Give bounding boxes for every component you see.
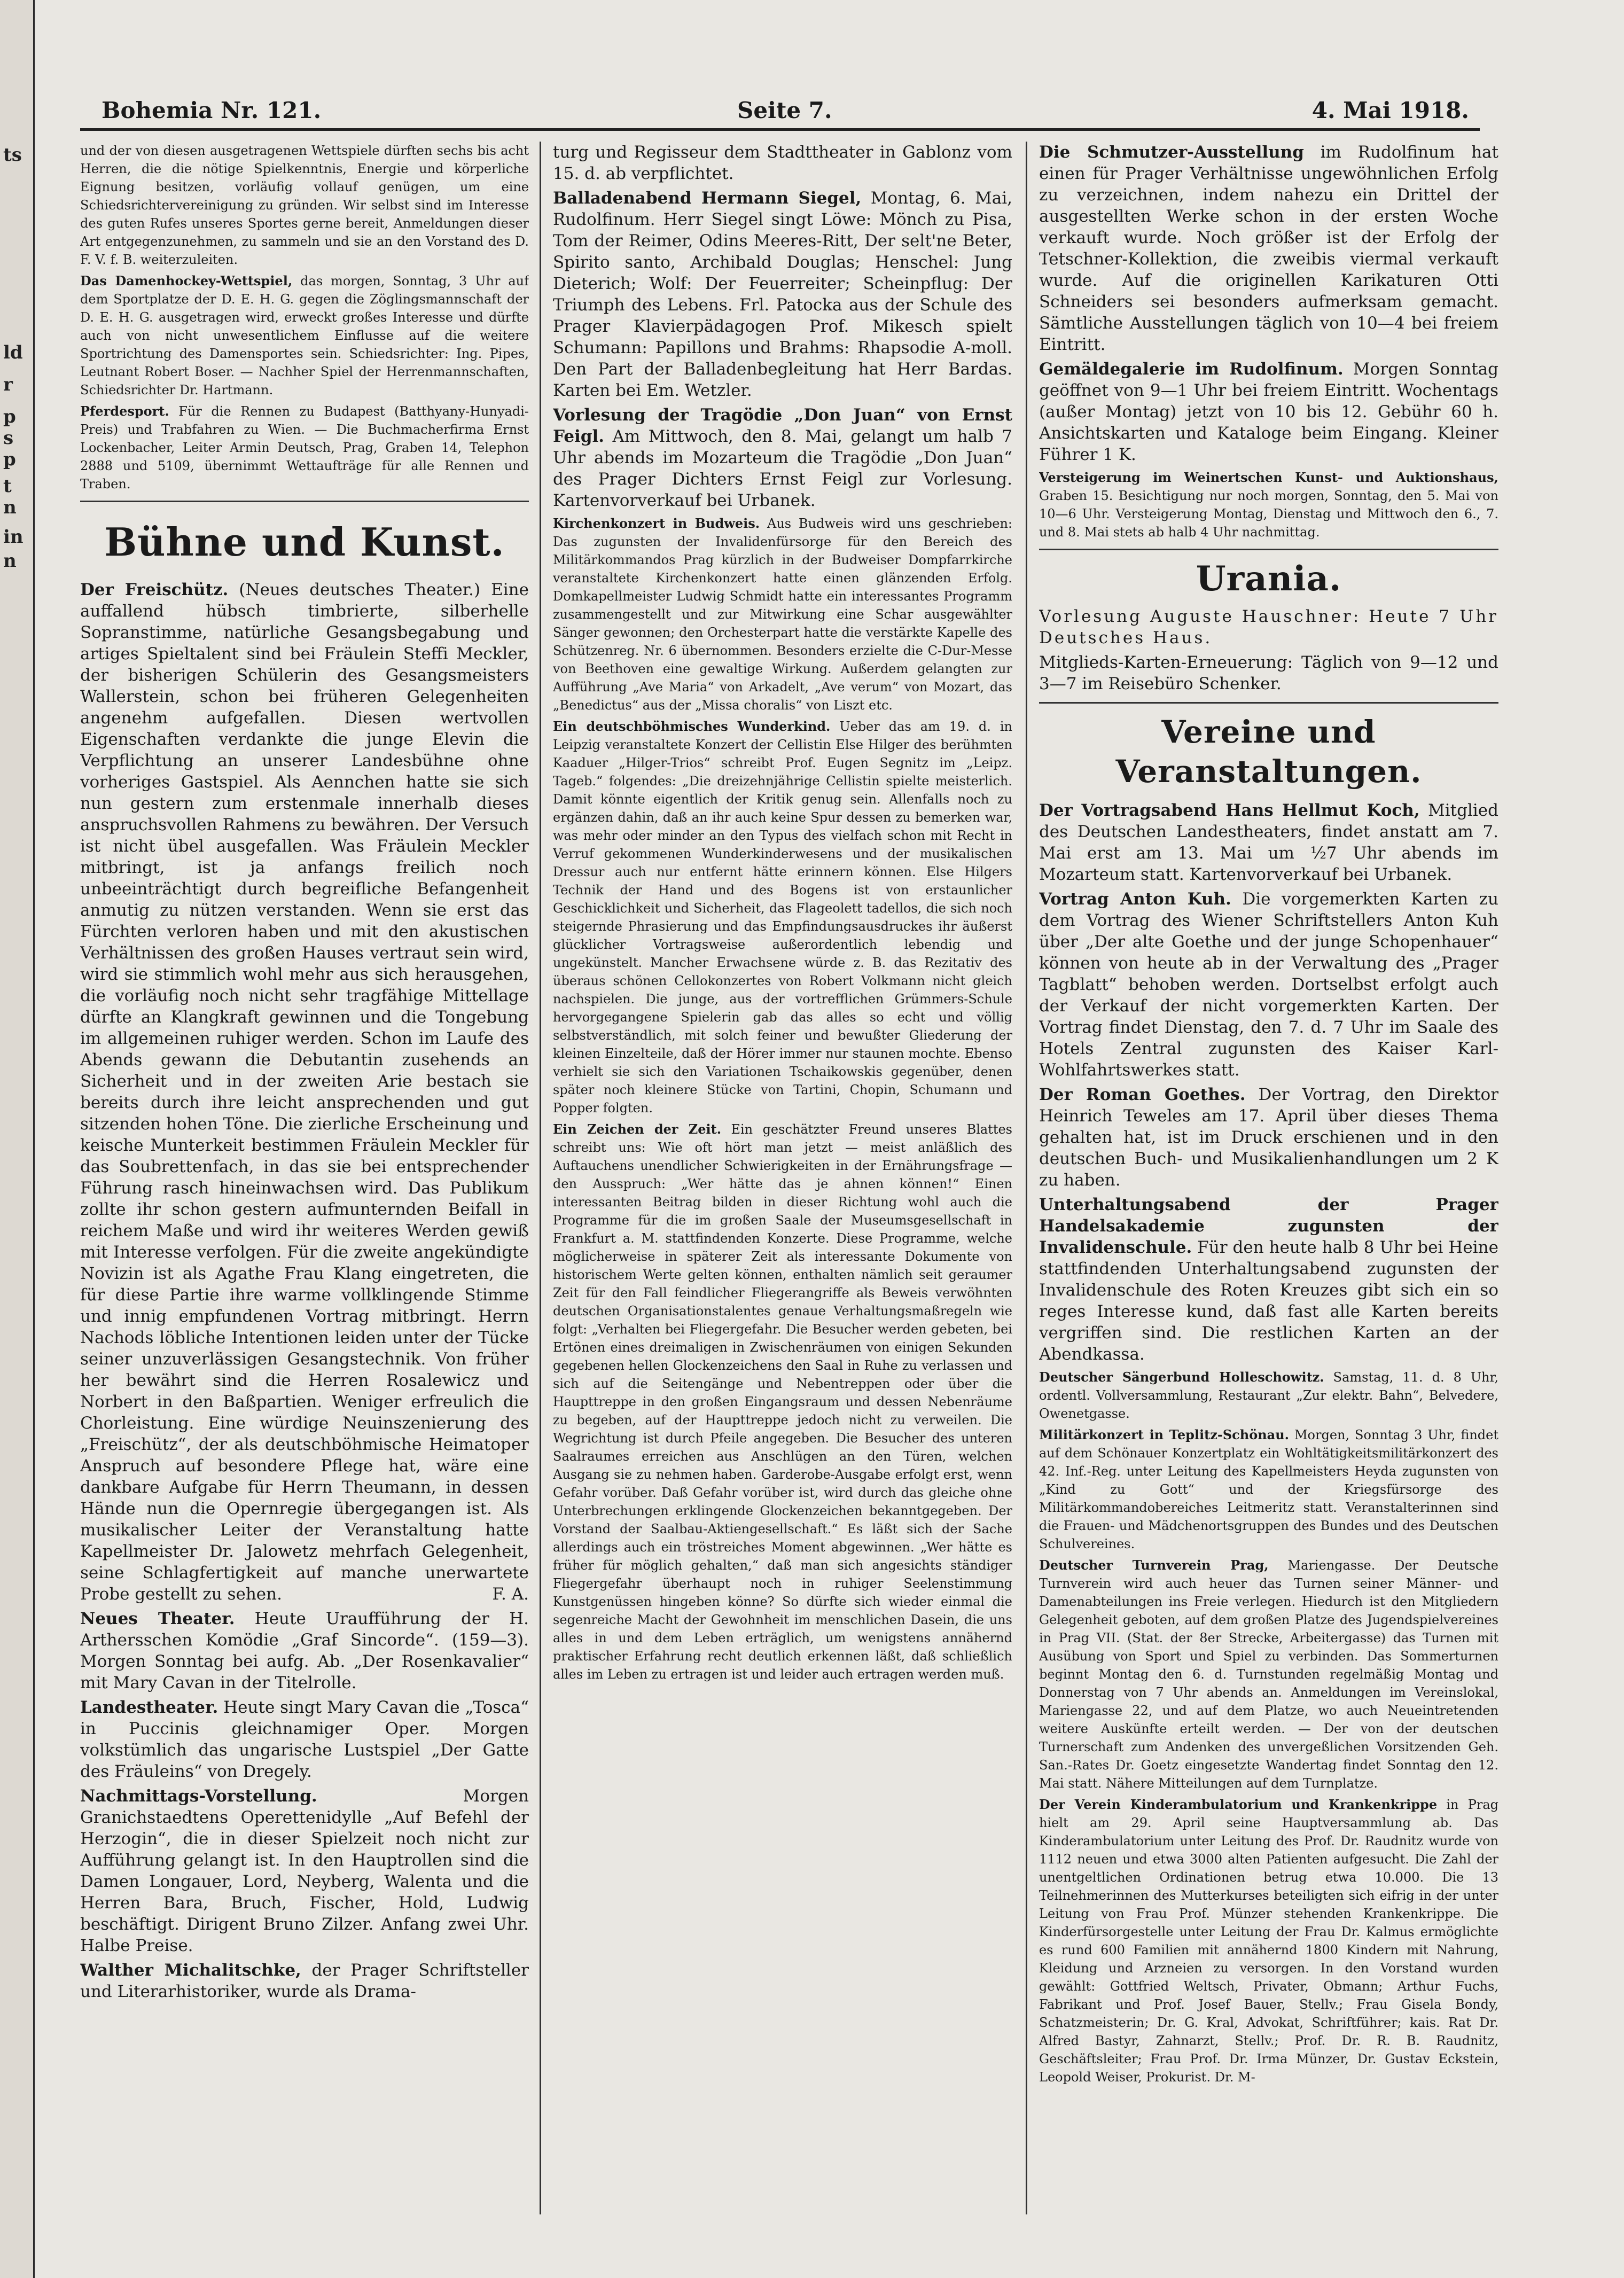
article-lead: Ein Zeichen der Zeit. [553, 1121, 722, 1137]
article-lead: Militärkonzert in Teplitz-Schönau. [1039, 1427, 1290, 1442]
margin-fragment: n [3, 550, 17, 572]
article-text: Der Vortragsabend Hans Hellmut Koch, Mitglied des Deutschen Landestheaters, findet anstatt am 7. Mai erst am 13. Mai um ½7 Uhr abends im Mozarteum statt. Kartenvorverkauf bei Urbanek. [1039, 801, 1498, 884]
newspaper-page [80, 91, 1498, 2206]
article-text: Nachmittags-Vorstellung. Morgen Granichstaedtens Operettenidylle „Auf Befehl der Herzogin“, die in dieser Spielzeit noch nicht zur Aufführung gelangt ist. In den Hauptrollen sind die Damen Longauer, Lord, Neyberg, Walenta und die Herren Bara, Bruch, Fischer, Hold, Ludwig beschäftigt. Dirigent Bruno Zilzer. Anfang zwei Uhr. Halbe Preise. [80, 1786, 529, 1955]
article-text: Balladenabend Hermann Siegel, Montag, 6. Mai, Rudolfinum. Herr Siegel singt Löwe: Mönch zu Pisa, Tom der Reimer, Odins Meeres-Ritt, Der selt'ne Beter, Spirito santo, Archibald Douglas; Henschel: Jung Dieterich; Wolf: Der Feuerreiter; Scheinpflug: Der Triumph des Lebens. Frl. Patocka aus der Schule des Prager Klavierpädagogen Prof. Mikesch spielt Schumann: Papillons und Brahms: Rhapsodie A-moll. Den Part der Balladenbegleitung hat Herr Bardas. Karten bei Em. Wetzler. [553, 189, 1012, 400]
article-lead: Das Damenhockey-Wettspiel, [80, 273, 293, 288]
article-lead: Der Roman Goethes. [1039, 1085, 1246, 1104]
column-divider [540, 142, 541, 2214]
urania-heading: Urania. [1196, 559, 1342, 599]
article-lead: Landestheater. [80, 1698, 218, 1717]
article-text: Der Verein Kinderambulatorium und Krankenkrippe in Prag hielt am 29. April seine Hauptversammlung ab. Das Kinderambulatorium unter Leitung des Prof. Dr. Raudnitz wurde von 1112 neuen und etwa 3000 alten Patienten aufgesucht. Die Zahl der unentgeltlichen Ordinationen betrug etwa 10.000. Die 13 Teilnehmerinnen des Mutterkurses beteiligten sich eifrig in der unter Leitung von Frau Prof. Münzer stehenden Krankenkrippe. Die Kinderfürsorgestelle unter Leitung der Frau Dr. Kalmus ermöglichte es rund 600 Familien mit annähernd 1800 Kindern mit Nahrung, Kleidung und Arzneien zu versorgen. In den Vorstand wurden gewählt: Gottfried Weltsch, Privater, Obmann; Arthur Fuchs, Fabrikant und Prof. Josef Bauer, Stellv.; Frau Gisela Bondy, Schatzmeisterin; Dr. G. Kral, Advokat, Schriftführer; kais. Rat Dr. Alfred Bastyr, Zahnarzt, Stellv.; Prof. Dr. R. B. Raudnitz, Geschäftsleiter; Frau Prof. Dr. Irma Münzer, Dr. Gustav Eckstein, Leopold Weiser, Prokurist. Dr. M- [1039, 1797, 1498, 2085]
article-lead: Die Schmutzer-Ausstellung [1039, 143, 1304, 162]
margin-fragment: n [3, 497, 17, 518]
column-3 [1039, 142, 1498, 2214]
margin-fragment: t [3, 475, 12, 497]
article-lead: Versteigerung im Weinertschen Kunst- und Auktionshaus, [1039, 470, 1498, 485]
section-heading: Vereine und Veranstaltungen. [1115, 714, 1422, 790]
section-heading: Bühne und Kunst. [104, 519, 505, 565]
margin-fragment: r [3, 374, 13, 395]
column-2 [553, 142, 1012, 2214]
article-text: Ein deutschböhmisches Wunderkind. Ueber das am 19. d. in Leipzig veranstaltete Konzert der Cellistin Else Hilger des berühmten Kaaduer „Hilger-Trios“ schreibt Prof. Eugen Segnitz im „Leipz. Tageb.“ folgendes: „Die dreizehnjährige Cellistin spielte meisterlich. Damit könnte eigentlich der Kritik genug sein. Allenfalls noch zu ergänzen dahin, daß an ihr auch keine Spur dessen zu bemerken war, was mehr oder minder an den Typus des vielfach schon mit Recht in Verruf gekommenen Wunderkinderwesens und der musikalischen Dressur auch nur entfernt hätte erinnern können. Else Hilgers Technik der Hand und des Bogens ist von erstaunlicher Geschicklichkeit und Sicherheit, das Flageolett tadellos, die sich noch steigernde Phrasierung und das Empfindungsausdruckes ihr äußerst glücklicher Vortragsweise außerordentlich lebendig und ungekünstelt. Mancher Erwachsene würde z. B. das Rezitativ des überaus schönen Cellokonzertes von Robert Volkmann nicht gleich nachspielen. Die junge, aus der vortrefflichen Grümmers-Schule hervorgegangene Spielerin gab das alles so echt und völlig selbstverständlich, mit solch feiner und bewußter Gliederung der kleinen Einzelteile, daß der Hörer immer nur staunen mochte. Ebenso verhielt sie sich den Variationen Tschaikowskis gegenüber, denen später noch kleinere Stücke von Tartini, Chopin, Schumann und Popper folgten. [553, 719, 1012, 1115]
margin-fragment: p [3, 406, 16, 427]
article-lead: Walther Michalitschke, [80, 1961, 301, 1980]
article-lead: Balladenabend Hermann Siegel, [553, 189, 862, 208]
column-divider [1026, 142, 1027, 2214]
section-rule [1039, 702, 1498, 704]
column-1 [80, 142, 529, 2214]
article-text: Pferdesport. Für die Rennen zu Budapest (Batthyany-Hunyadi-Preis) und Trabfahren zu Wien. — Die Buchmacherfirma Ernst Lockenbacher, Leiter Armin Deutsch, Prag, Graben 14, Telephon 2888 und 5109, übernimmt Wettaufträge für alle Rennen und Traben. [80, 403, 529, 492]
margin-fragment: ts [3, 144, 22, 166]
article-text: Landestheater. Heute singt Mary Cavan die „Tosca“ in Puccinis gleichnamiger Oper. Morgen volkstümlich das ungarische Lustspiel „Der Gatte des Fräuleins“ von Dregely. [80, 1698, 529, 1781]
section-rule [80, 501, 529, 502]
article-text: Das Damenhockey-Wettspiel, das morgen, Sonntag, 3 Uhr auf dem Sportplatze der D. E. H. G. gegen die Zöglingsmannschaft der D. E. H. G. ausgetragen wird, erweckt großes Interesse und dürfte auch von nicht unwesentlichem Einflusse auf die weitere Sportrichtung des Damensportes sein. Schiedsrichter: Ing. Pipes, Leutnant Robert Boser. — Nachher Spiel der Herrenmannschaften, Schiedsrichter Dr. Hartmann. [80, 273, 529, 397]
article-lead: Unterhaltungsabend der Prager Handelsakademie zugunsten der Invalidenschule. [1039, 1195, 1498, 1257]
article-lead: Der Verein Kinderambulatorium und Krankenkrippe [1039, 1797, 1438, 1812]
page-header [80, 91, 1480, 131]
article-lead: Der Freischütz. [80, 580, 229, 599]
header-page-number: Seite 7. [737, 97, 832, 123]
header-date: 4. Mai 1918. [1311, 97, 1469, 123]
article-text: Versteigerung im Weinertschen Kunst- und Auktionshaus, Graben 15. Besichtigung nur noch morgen, Sonntag, den 5. Mai von 10—6 Uhr. Versteigerung Montag, Dienstag und Mittwoch den 6., 7. und 8. Mai stets ab halb 4 Uhr nachmittag. [1039, 470, 1498, 540]
article-text: turg und Regisseur dem Stadttheater in Gablonz vom 15. d. ab verpflichtet. [553, 143, 1012, 183]
article-text: Vorlesung der Tragödie „Don Juan“ von Ernst Feigl. Am Mittwoch, den 8. Mai, gelangt um halb 7 Uhr abends im Mozarteum die Tragödie „Don Juan“ des Prager Dichters Ernst Feigl zur Vorlesung. Kartenvorverkauf bei Urbanek. [553, 405, 1012, 510]
urania-notice: Mitglieds-Karten-Erneuerung: Täglich von 9—12 und 3—7 im Reisebüro Schenker. [1039, 653, 1498, 693]
article-lead: Vorlesung der Tragödie „Don Juan“ von Ernst Feigl. [553, 405, 1012, 446]
article-text: Die Schmutzer-Ausstellung im Rudolfinum hat einen für Prager Verhältnisse ungewöhnlichen Erfolg zu verzeichnen, indem nahezu ein Drittel der ausgestellten Werke schon in der ersten Woche verkauft wurde. Noch größer ist der Erfolg der Tetschner-Kollektion, die zweibis viermal verkauft wurde. Auf die originellen Karikaturen Otti Schneiders sei besonders aufmerksam gemacht. Sämtliche Ausstellungen täglich von 10—4 bei freiem Eintritt. [1039, 143, 1498, 354]
article-lead: Kirchenkonzert in Budweis. [553, 516, 760, 531]
article-text: Militärkonzert in Teplitz-Schönau. Morgen, Sonntag 3 Uhr, findet auf dem Schönauer Konzertplatz ein Wohltätigkeitsmilitärkonzert des 42. Inf.-Reg. unter Leitung des Kapellmeisters Heyda zugunsten von „Kind zu Gott“ und der Kriegsfürsorge des Militärkommandobereiches Leitmeritz statt. Veranstalterinnen sind die Frauen- und Mädchenortsgruppen des Bundes und des Deutschen Schulvereines. [1039, 1427, 1498, 1551]
scan-margin-strip [0, 0, 35, 2278]
article-lead: Ein deutschböhmisches Wunderkind. [553, 719, 831, 734]
margin-fragment: in [3, 526, 24, 548]
article-lead: Pferdesport. [80, 403, 169, 419]
article-lead: Neues Theater. [80, 1609, 235, 1628]
article-lead: Deutscher Turnverein Prag, [1039, 1557, 1269, 1573]
article-text: Neues Theater. Heute Uraufführung der H. Arthersschen Komödie „Graf Sincorde“. (159—3). Morgen Sonntag bei aufg. Ab. „Der Rosenkavalier“ mit Mary Cavan in der Titelrolle. [80, 1609, 529, 1692]
article-text: Walther Michalitschke, der Prager Schriftsteller und Literarhistoriker, wurde als Drama- [80, 1961, 529, 2001]
article-text: Vortrag Anton Kuh. Die vorgemerkten Karten zu dem Vortrag des Wiener Schriftstellers Anton Kuh über „Der alte Goethe und der junge Schopenhauer“ können von heute ab in der Verwaltung des „Prager Tagblatt“ behoben werden. Dortselbst erfolgt auch der Verkauf der nicht vorgemerkten Karten. Der Vortrag findet Dienstag, den 7. d. 7 Uhr im Saale des Hotels Zentral zugunsten des Kaiser Karl-Wohlfahrtswerkes statt. [1039, 890, 1498, 1080]
section-rule [1039, 549, 1498, 550]
margin-fragment: p [3, 449, 16, 470]
article-text: Unterhaltungsabend der Prager Handelsakademie zugunsten der Invalidenschule. Für den heute halb 8 Uhr bei Heine stattfindenden Unterhaltungsabend zugunsten der Invalidenschule des Roten Kreuzes gibt sich ein so reges Interesse kund, daß fast alle Karten bereits vergriffen sind. Die restlichen Karten an der Abendkassa. [1039, 1195, 1498, 1364]
article-text: und der von diesen ausgetragenen Wettspiele dürften sechs bis acht Herren, die die nötige Spielkenntnis, Energie und körperliche Eignung besitzen, vorläufig vollauf genügen, um eine Schiedsrichtervereinigung zu gründen. Wir selbst sind im Interesse des guten Rufes unseres Sportes gerne bereit, Anmeldungen dieser Art entgegenzunehmen, zu sammeln und sie an den Vorstand des D. F. V. f. B. weiterzuleiten. [80, 143, 529, 267]
article-text: Deutscher Turnverein Prag, Mariengasse. Der Deutsche Turnverein wird auch heuer das Turnen seiner Männer- und Damenabteilungen ins Freie verlegen. Hiedurch ist den Mitgliedern Gelegenheit geboten, auf dem großen Platze des Jugendspielvereines in Prag VII. (Stat. der 8er Strecke, Arbeitergasse) das Turnen mit Ausübung von Sport und Spiel zu verbinden. Das Sommerturnen beginnt Montag den 6. d. Turnstunden regelmäßig Montag und Donnerstag von 7 Uhr abends an. Anmeldungen im Vereinslokal, Mariengasse 22, und auf dem Platze, wo auch Neueintretenden weitere Auskünfte erteilt werden. — Der von der deutschen Turnerschaft zum Andenken des unvergeßlichen Vorsitzenden Geh. San.-Rates Dr. Goetz eingesetzte Wandertag findet Sonntag den 12. Mai statt. Nähere Mitteilungen auf dem Turnplatze. [1039, 1557, 1498, 1791]
header-paper-title: Bohemia Nr. 121. [102, 97, 322, 123]
author-signature: F. A. [492, 1585, 529, 1604]
article-text: Der Roman Goethes. Der Vortrag, den Direktor Heinrich Teweles am 17. April über dieses Thema gehalten hat, ist im Druck erschienen und in den deutschen Buch- und Musikalienhandlungen um 2 K zu haben. [1039, 1085, 1498, 1190]
article-text: Deutscher Sängerbund Holleschowitz. Samstag, 11. d. 8 Uhr, ordentl. Vollversammlung, Restaurant „Zur elektr. Bahn“, Belvedere, Owenetgasse. [1039, 1369, 1498, 1421]
margin-fragment: ld [3, 342, 23, 363]
article-lead: Nachmittags-Vorstellung. [80, 1786, 317, 1806]
article-lead: Vortrag Anton Kuh. [1039, 890, 1231, 909]
article-text: Kirchenkonzert in Budweis. Aus Budweis wird uns geschrieben: Das zugunsten der Invalidenfürsorge für den Bereich des Militärkommandos Prag kürzlich in der Budweiser Dompfarrkirche veranstaltete Kirchenkonzert hatte einen glänzenden Erfolg. Domkapellmeister Ludwig Schmidt hatte ein interessantes Programm zusammengestellt und zur Mitwirkung eine Schar ausgewählter Sänger gewonnen; den Orchesterpart hatte die verstärkte Kapelle des Schützenreg. Nr. 6 übernommen. Besonders erzielte die C-Dur-Messe von Beethoven eine gewaltige Wirkung. Außerdem gelangten zur Aufführung „Ave Maria“ von Arkadelt, „Ave verum“ von Mozart, das „Benedictus“ aus der „Missa choralis“ von Liszt etc. [553, 516, 1012, 713]
article-lead: Gemäldegalerie im Rudolfinum. [1039, 360, 1344, 379]
article-text: Gemäldegalerie im Rudolfinum. Morgen Sonntag geöffnet von 9—1 Uhr bei freiem Eintritt. Wochentags (außer Montag) jetzt von 10 bis 12. Gebühr 60 h. Ansichtskarten und Kataloge beim Eingang. Kleiner Führer 1 K. [1039, 360, 1498, 464]
article-lead: Der Vortragsabend Hans Hellmut Koch, [1039, 801, 1420, 820]
article-lead: Deutscher Sängerbund Holleschowitz. [1039, 1369, 1324, 1385]
margin-fragment: s [3, 427, 14, 449]
urania-notice: Vorlesung Auguste Hauschner: Heute 7 Uhr Deutsches Haus. [1039, 607, 1498, 647]
article-text: Ein Zeichen der Zeit. Ein geschätzter Freund unseres Blattes schreibt uns: Wie oft hört man jetzt — meist anläßlich des Auftauchens unendlicher Schwierigkeiten in der Ernährungsfrage — den Ausspruch: „Wer hätte das je ahnen können!“ Einen interessanten Beitrag bilden in dieser Richtung wohl auch die Programme für die im großen Saale der Museumsgesellschaft in Frankfurt a. M. stattfindenden Konzerte. Diese Programme, welche möglicherweise in späterer Zeit als interessante Dokumente von historischem Werte gelten können, enthalten nämlich seit geraumer Zeit für den Fall feindlicher Fliegerangriffe als Beweis verwöhnten deutschen Organisationstalentes genaue Verhaltungsmaßregeln wie folgt: „Verhalten bei Fliegergefahr. Die Besucher werden gebeten, bei Ertönen eines dreimaligen in Zwischenräumen von einigen Sekunden gegebenen hellen Glockenzeichens den Saal in Ruhe zu verlassen und sich auf die Seitengänge und Nebentreppen oder über die Haupttreppe in den großen Eingangsraum und dessen Nebenräume zu begeben, auf der Haupttreppe jedoch nicht zu verweilen. Die Wegrichtung ist durch Pfeile angegeben. Die Besucher des unteren Saalraumes erreichen aus Anschlügen an den Türen, welchen Ausgang sie zu nehmen haben. Garderobe-Ausgabe erfolgt erst, wenn Gefahr vorüber. Daß Gefahr vorüber ist, wird durch das gleiche ohne Unterbrechungen erklingende Glockenzeichen bekanntgegeben. Der Vorstand der Saalbau-Aktiengesellschaft.“ Es läßt sich der Sache allerdings auch ein tröstreiches Moment abgewinnen. „Wer hätte es früher für möglich gehalten,“ daß man sich angesichts ständiger Fliegergefahr überhaupt noch in ruhiger Seelenstimmung Kunstgenüssen hingeben könne? So dürfte sich wieder einmal die segenreiche Macht der Gewohnheit im menschlichen Dasein, die uns alles in und dem Leben erträglich, um wenigstens annähernd praktischer Erfahrung recht deutlich erkennen läßt, daß schließlich alles im Leben zu ertragen ist und leider auch ertragen werden muß. [553, 1121, 1012, 1682]
article-text: Der Freischütz. (Neues deutsches Theater.) Eine auffallend hübsch timbrierte, silberhelle Sopranstimme, natürliche Gesangsbegabung und artiges Spieltalent sind bei Fräulein Steffi Meckler, der bisherigen Schülerin des Gesangsmeisters Wallerstein, schon bei früheren Gelegenheiten angenehm aufgefallen. Diesen wertvollen Eigenschaften verdankte die junge Elevin die Verpflichtung an unserer Landesbühne ohne vorheriges Gastspiel. Als Aennchen hatte sie sich nun gestern zum erstenmale innerhalb dieses anspruchsvollen Rahmens zu bewähren. Der Versuch ist nicht übel ausgefallen. Was Fräulein Meckler mitbringt, ist ja anfangs freilich noch unbeeinträchtigt durch begreifliche Befangenheit anmutig zu nützen verstanden. Wenn sie erst das Fürchten verloren haben und mit den akustischen Verhältnissen des großen Hauses vertraut sein wird, wird sie stimmlich wohl mehr aus sich herausgehen, die vorläufig noch nicht sehr tragfähige Mittellage dürfte an Klangkraft gewinnen und die Tongebung im allgemeinen ruhiger werden. Schon im Laufe des Abends gewann die Debutantin zusehends an Sicherheit und in der zweiten Arie bestach sie bereits durch ihre leicht ansprechenden und gut sitzenden hohen Töne. Die zierliche Erscheinung und keische Munterkeit bestimmen Fräulein Meckler für das Soubrettenfach, in das sie bei entsprechender Führung rasch hineinwachsen wird. Das Publikum zollte ihr schon gestern aufmunternden Beifall in reichem Maße und wird ihr weiteres Werden gewiß mit Interesse verfolgen. Für die zweite angekündigte Novizin ist als Agathe Frau Klang eingetreten, die für diese Partie ihre warme vollklingende Stimme und innig empfundenen Vortrag mitbringt. Herrn Nachods löbliche Intentionen leiden unter der Tücke seiner unzuverlässigen Gesangstechnik. Von früher her bewährt sind die Herren Rosalewicz und Norbert in den Baßpartien. Weniger erfreulich die Chorleistung. Eine würdige Neuinszenierung des „Freischütz“, der als deutschböhmische Heimatoper Anspruch auf besondere Pflege hat, wäre eine dankbare Aufgabe für Herrn Theumann, in dessen Hände nun die Opernregie übergegangen ist. Als musikalischer Leiter der Veranstaltung hatte Kapellmeister Dr. Jalowetz mehrfach Gelegenheit, seine Schlagfertigkeit auf manche unerwartete Probe gestellt zu sehen. F. A. [80, 580, 529, 1604]
